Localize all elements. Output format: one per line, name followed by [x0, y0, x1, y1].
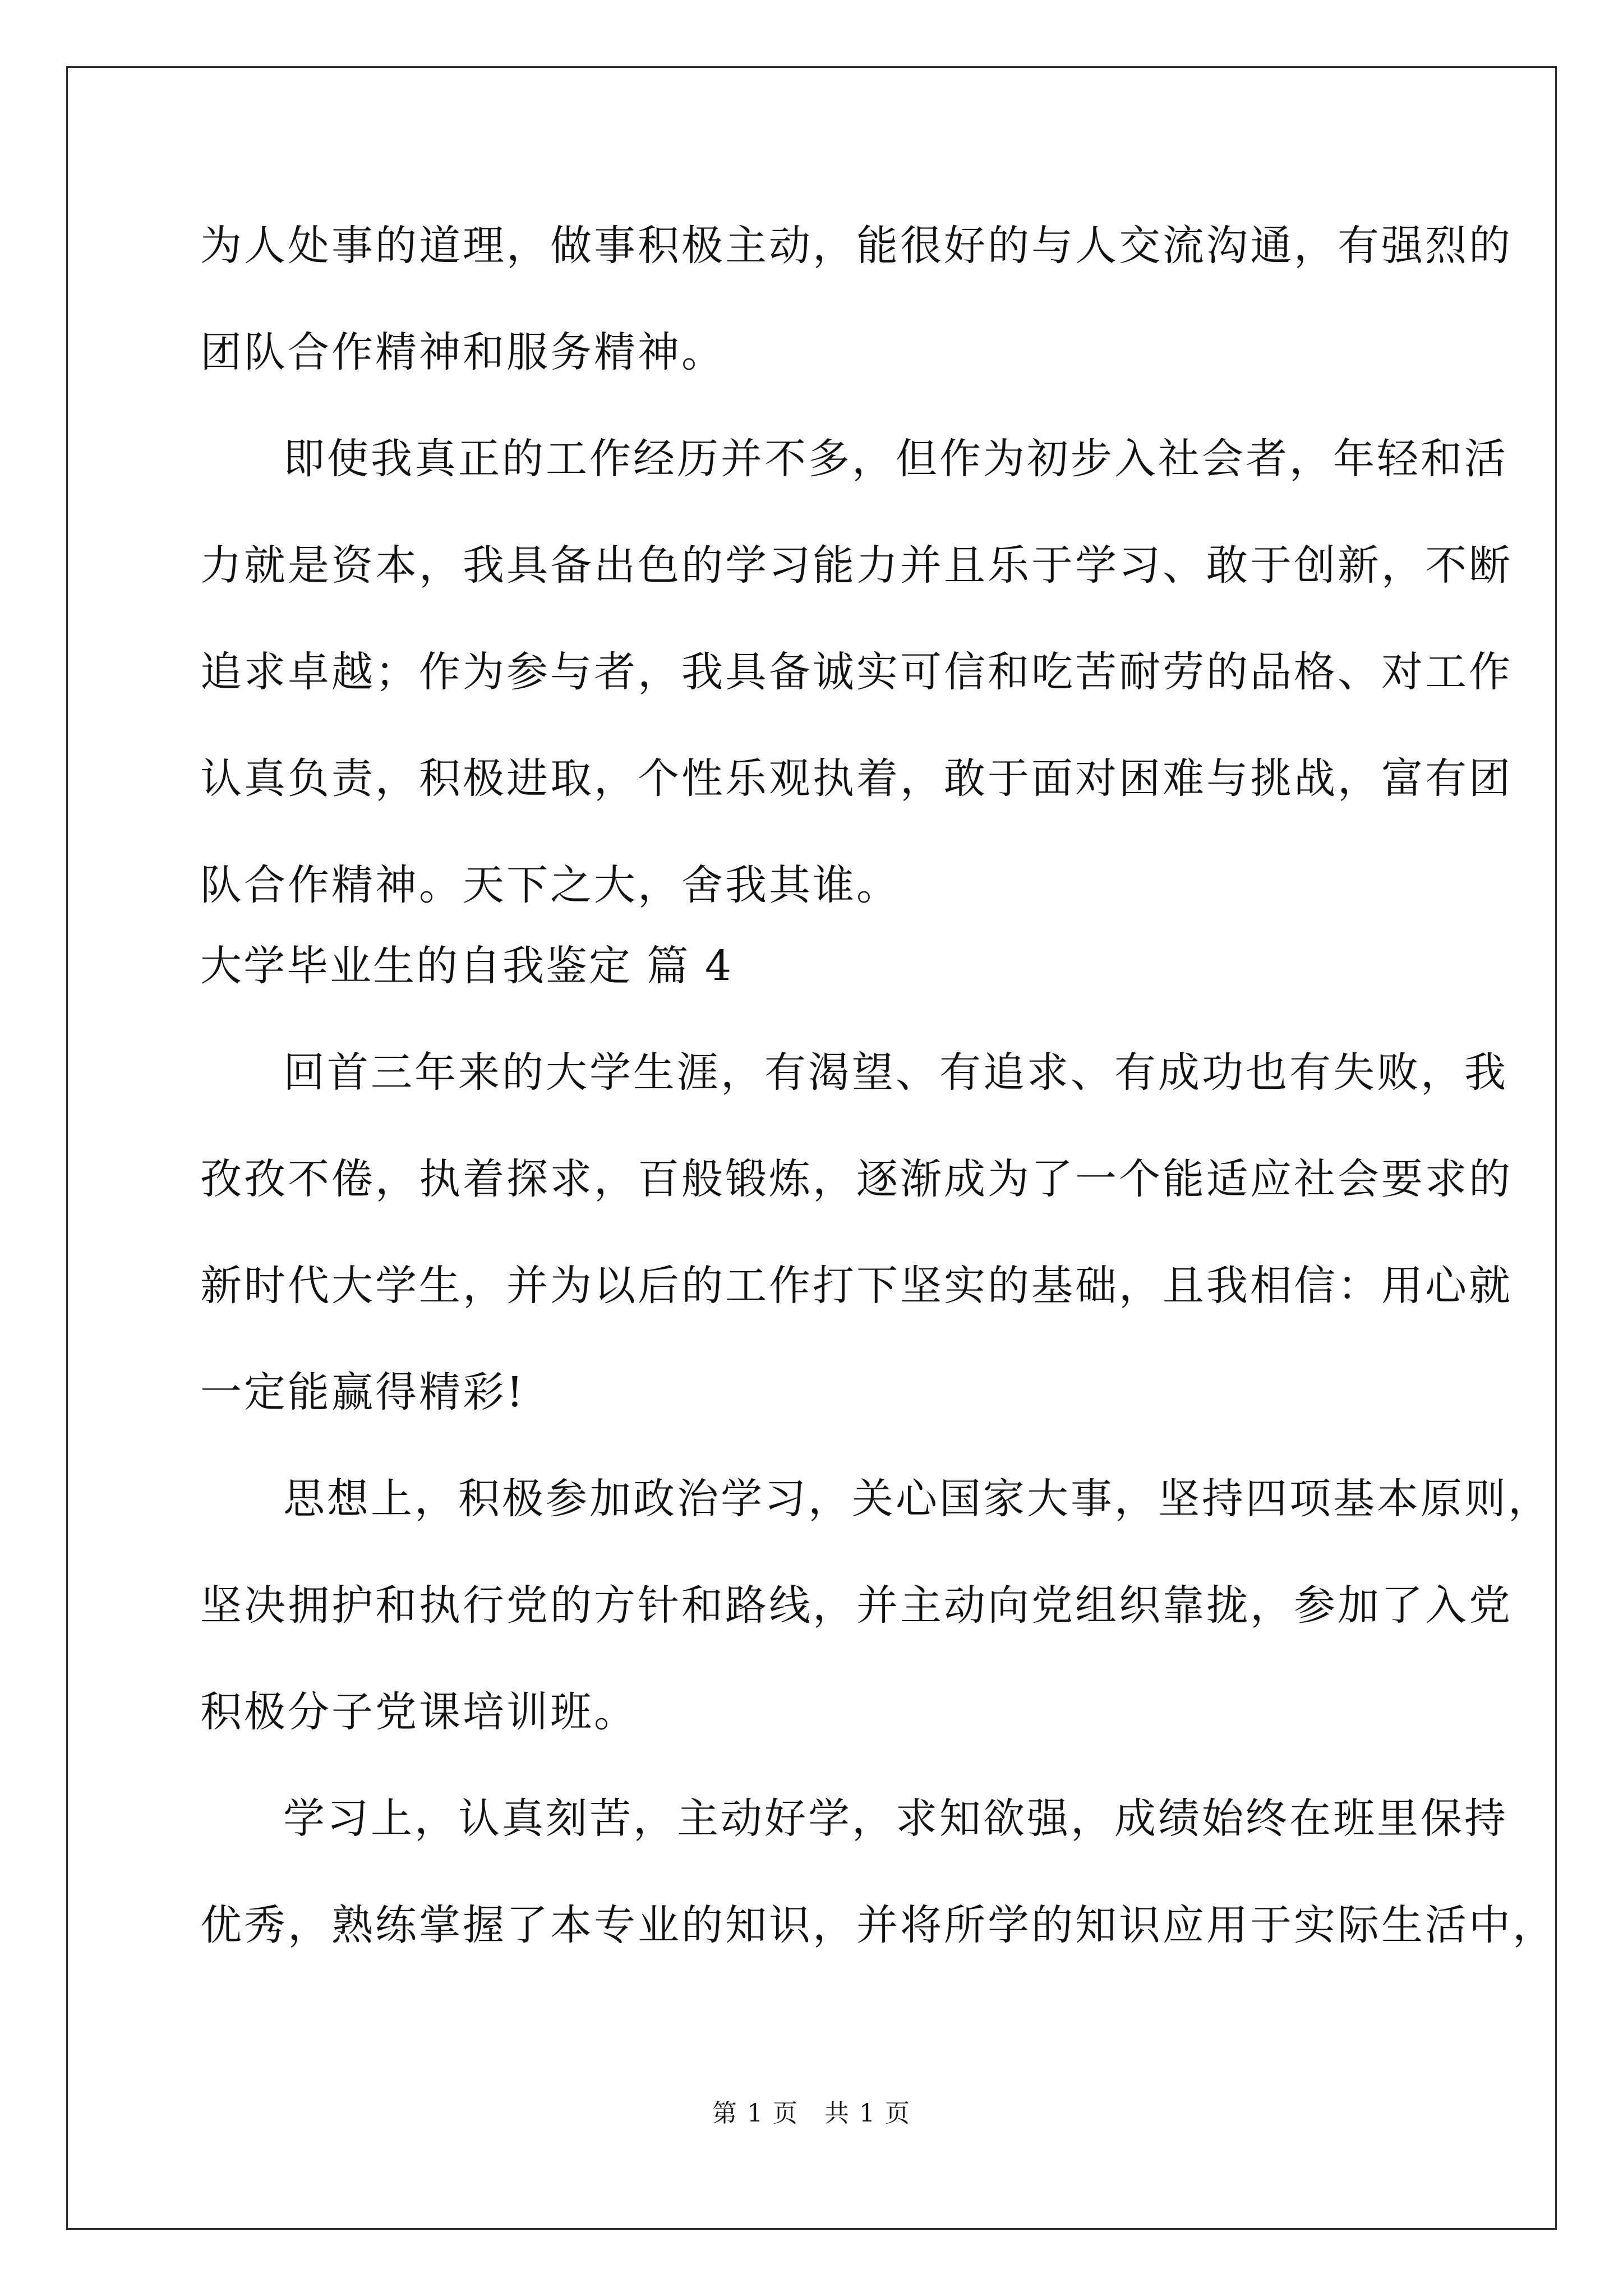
- section-heading: 大学毕业生的自我鉴定 篇 4: [200, 942, 734, 990]
- text-line: 一定能赢得精彩!: [200, 1368, 525, 1416]
- text-line: 回首三年来的大学生涯，有渴望、有追求、有成功也有失败，我: [283, 1048, 1508, 1097]
- text-line: 追求卓越；作为参与者，我具备诚实可信和吃苦耐劳的品格、对工作: [200, 648, 1513, 696]
- text-line: 即使我真正的工作经历并不多，但作为初步入社会者，年轻和活: [283, 435, 1508, 483]
- text-line: 团队合作精神和服务精神。: [200, 328, 725, 376]
- text-line: 坚决拥护和执行党的方针和路线，并主动向党组织靠拢，参加了入党: [200, 1581, 1513, 1630]
- text-line: 学习上，认真刻苦，主动好学，求知欲强，成绩始终在班里保持: [283, 1795, 1508, 1843]
- paragraph: [200, 1792, 1556, 1952]
- document-body: [200, 219, 1556, 1952]
- paragraph: [200, 432, 1513, 912]
- text-line: 力就是资本，我具备出色的学习能力并且乐于学习、敢于创新，不断: [200, 541, 1513, 590]
- text-line: 优秀，熟练掌握了本专业的知识，并将所学的知识应用于实际生活中，: [200, 1901, 1556, 1949]
- page-footer: 第 1 页 共 1 页: [712, 2099, 911, 2128]
- paragraph: [200, 1046, 1513, 1419]
- text-line: 新时代大学生，并为以后的工作打下坚实的基础，且我相信：用心就: [200, 1262, 1513, 1310]
- text-line: 思想上，积极参加政治学习，关心国家大事，坚持四项基本原则，: [283, 1475, 1552, 1523]
- text-line: 认真负责，积极进取，个性乐观执着，敢于面对困难与挑战，富有团: [200, 754, 1513, 803]
- text-line: 为人处事的道理，做事积极主动，能很好的与人交流沟通，有强烈的: [200, 222, 1513, 270]
- paragraph: [200, 1472, 1552, 1739]
- paragraph: [200, 219, 1513, 379]
- text-line: 队合作精神。天下之大，舍我其谁。: [200, 861, 900, 909]
- text-line: 孜孜不倦，执着探求，百般锻炼，逐渐成为了一个能适应社会要求的: [200, 1155, 1513, 1203]
- text-line: 积极分子党课培训班。: [200, 1688, 638, 1736]
